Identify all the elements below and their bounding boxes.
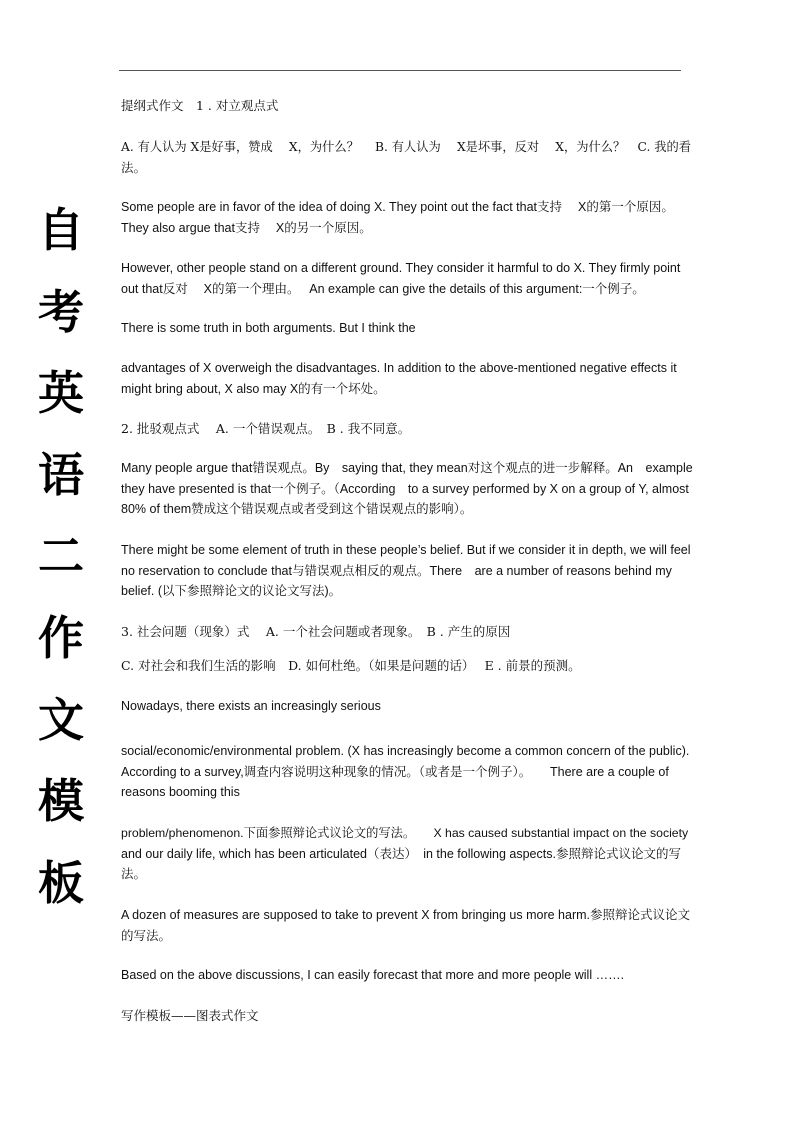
paragraph bbox=[121, 318, 691, 339]
side-title-char: 文 bbox=[38, 692, 84, 747]
outline-heading-1 bbox=[121, 96, 691, 117]
text-line: Nowadays, there exists an increasingly serious bbox=[121, 699, 381, 713]
paragraph bbox=[121, 965, 691, 986]
text-line: Based on the above discussions, I can easily forecast that more and more people will ……. bbox=[121, 968, 625, 982]
side-title-char: 模 bbox=[38, 774, 84, 829]
paragraph bbox=[121, 905, 691, 946]
text-line: 3. 社会问题（现象）式 A. 一个社会问题或者现象。 B . 产生的原因 bbox=[121, 624, 511, 639]
text-line: advantages of X overweigh the disadvantages. In addition to the above-mentioned negative effects it bbox=[121, 361, 677, 375]
text-line: belief. (以下参照辩论文的议论文写法)。 bbox=[121, 584, 342, 598]
text-line: According to a survey,调查内容说明这种现象的情况。（或者是一个例子）。 There are a couple of bbox=[121, 764, 669, 779]
outline-heading-2 bbox=[121, 419, 691, 440]
text-line: A dozen of measures are supposed to take to prevent X from bringing us more harm.参照辩论式议论文 bbox=[121, 908, 691, 922]
text-line: out that反对 X的第一个理由。 An example can give the details of this argument:一个例子。 bbox=[121, 281, 645, 296]
paragraph bbox=[121, 258, 691, 299]
text-line: However, other people stand on a different ground. They consider it harmful to do X. They firmly point bbox=[121, 261, 681, 275]
text-line: They also argue that支持 X的另一个原因。 bbox=[121, 220, 372, 235]
side-title-char: 自 bbox=[38, 203, 84, 257]
text-line: A. 有人认为 X是好事，赞成 X，为什么？ B. 有人认为 X是坏事，反对 X，为什么？ C. 我的看 bbox=[121, 140, 692, 154]
text-line: Many people argue that错误观点。By saying that, they mean对这个观点的进一步解释。An example bbox=[121, 461, 693, 475]
text-line: no reservation to conclude that与错误观点相反的观点。There are a number of reasons behind my bbox=[121, 563, 672, 578]
text-line: 2. 批驳观点式 A. 一个错误观点。 B . 我不同意。 bbox=[121, 421, 411, 436]
text-line: 写作模板——图表式作文 bbox=[121, 1008, 259, 1023]
side-title-char: 作 bbox=[38, 610, 84, 665]
side-title-char: 板 bbox=[38, 855, 84, 910]
text-line: 80% of them赞成这个错误观点或者受到这个错误观点的影响）。 bbox=[121, 502, 473, 516]
text-line: reasons booming this bbox=[121, 785, 240, 799]
outline-points-1 bbox=[121, 137, 691, 178]
paragraph bbox=[121, 540, 691, 602]
text-line: There is some truth in both arguments. But I think the bbox=[121, 321, 416, 335]
text-line: 法。 bbox=[121, 159, 147, 175]
text-line: social/economic/environmental problem. (X has increasingly become a common concern of the public). bbox=[121, 744, 690, 758]
text-line: problem/phenomenon.下面参照辩论式议论文的写法。 X has caused substantial impact on the society bbox=[121, 826, 689, 840]
outline-points-3 bbox=[121, 656, 691, 677]
text-line: 法。 bbox=[121, 867, 147, 881]
text-line: There might be some element of truth in these people’s belief. But if we consider it in depth, we will feel bbox=[121, 543, 691, 557]
paragraph bbox=[121, 696, 691, 717]
text-line: might bring about, X also may X的有一个坏处。 bbox=[121, 381, 386, 396]
text-line: C. 对社会和我们生活的影响 D. 如何杜绝。（如果是问题的话） E . 前景的预测。 bbox=[121, 658, 581, 673]
outline-heading-3 bbox=[121, 622, 691, 643]
paragraph bbox=[121, 823, 691, 885]
text-line: and our daily life, which has been articulated（表达） in the following aspects.参照辩论式议论文的写 bbox=[121, 846, 681, 861]
text-line: they have presented is that一个例子。（According to a survey performed by X on a group of Y, almost bbox=[121, 481, 689, 496]
text-line: 的写法。 bbox=[121, 928, 172, 943]
header-rule bbox=[119, 70, 681, 71]
paragraph bbox=[121, 358, 691, 399]
text-line: 提纲式作文 1 . 对立观点式 bbox=[121, 98, 279, 113]
side-title-char: 二 bbox=[38, 529, 84, 584]
paragraph bbox=[121, 741, 691, 803]
side-title-char: 语 bbox=[38, 447, 84, 502]
paragraph bbox=[121, 458, 691, 520]
side-title-char: 考 bbox=[38, 284, 84, 339]
side-title-char: 英 bbox=[38, 366, 84, 421]
text-line: Some people are in favor of the idea of doing X. They point out the fact that支持 X的第一个原因。 bbox=[121, 200, 674, 214]
side-title bbox=[28, 190, 94, 924]
section-heading-chart bbox=[121, 1006, 691, 1027]
paragraph bbox=[121, 197, 691, 238]
